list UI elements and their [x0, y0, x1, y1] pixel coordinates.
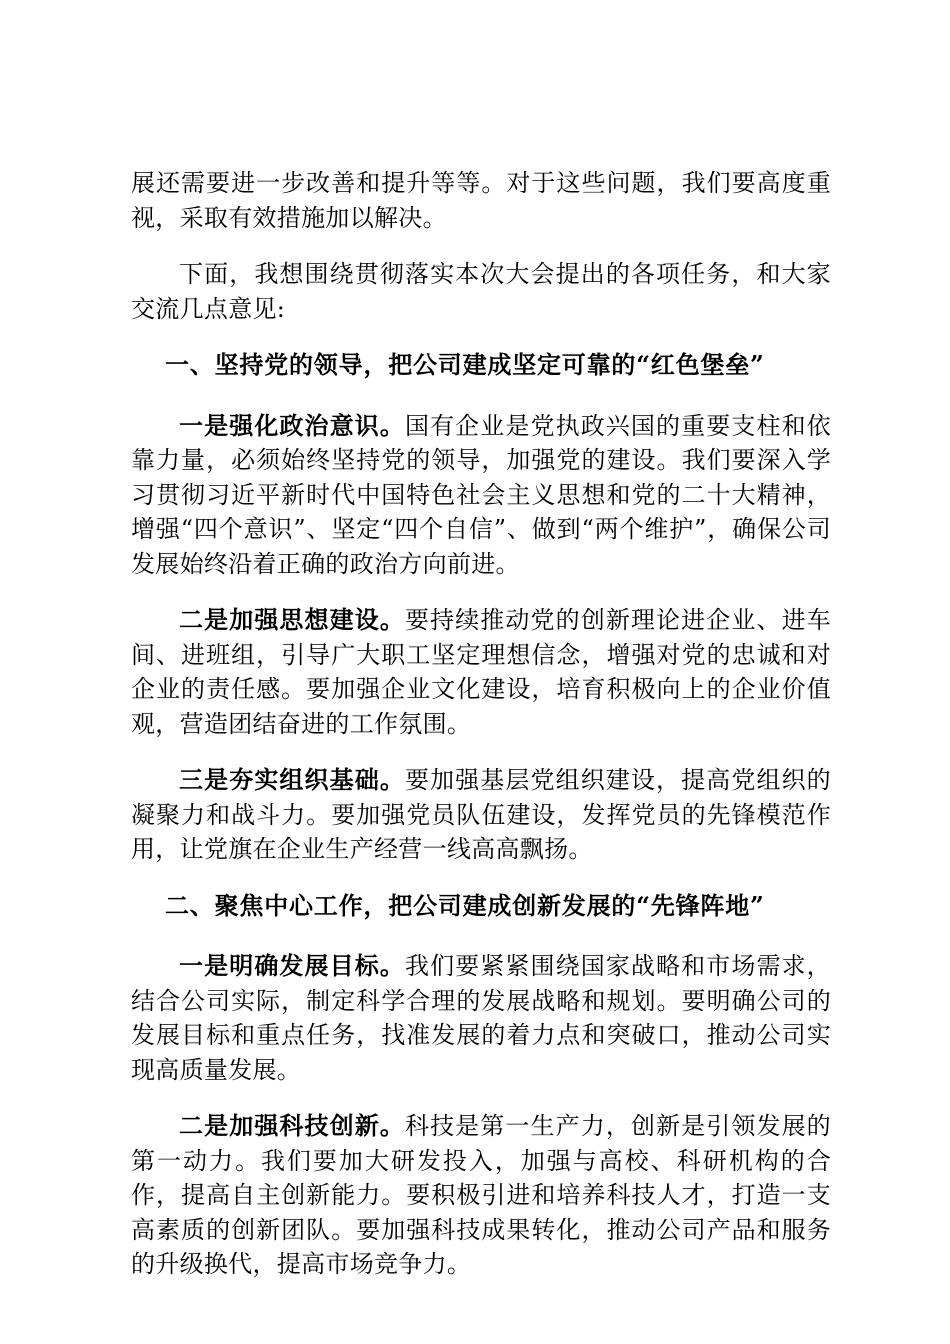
paragraph-text: 下面，我想围绕贯彻落实本次大会提出的各项任务，和大家交流几点意见:: [131, 260, 831, 323]
paragraph-text: 国有企业是党执政兴国的重要支柱和依靠力量，必须始终坚持党的领导，加强党的建设。我们要深入学习贯彻习近平新时代中国特色社会主义思想和党的二十大精神，增强“四个意识”、坚定“四个自信”、做到“两个维护”，确保公司发展始终沿着正确的政治方向前进。: [131, 411, 831, 578]
paragraph-lead: 一是明确发展目标。: [179, 951, 405, 980]
section-heading-2: 二、聚焦中心工作，把公司建成创新发展的“先锋阵地”: [165, 890, 765, 920]
paragraph-lead: 三是夯实组织基础。: [179, 765, 405, 794]
section-heading-1: 一、坚持党的领导，把公司建成坚定可靠的“红色堡垒”: [165, 350, 765, 379]
paragraph-lead: 二是加强科技创新。: [179, 1111, 405, 1140]
paragraph-organization: [131, 763, 831, 867]
paragraph-ideology: [131, 603, 831, 741]
paragraph-goals: [131, 949, 831, 1087]
paragraph-text: 我们要紧紧围绕国家战略和市场需求，结合公司实际，制定科学合理的发展战略和规划。要明确公司的发展目标和重点任务，找准发展的着力点和突破口，推动公司实现高质量发展。: [131, 952, 831, 1084]
paragraph-text: 要加强基层党组织建设，提高党组织的凝聚力和战斗力。要加强党员队伍建设，发挥党员的先锋模范作用，让党旗在企业生产经营一线高高飘扬。: [131, 766, 831, 863]
paragraph-continuation: [131, 166, 831, 235]
paragraph-text: 科技是第一生产力，创新是引领发展的第一动力。我们要加大研发投入，加强与高校、科研机构的合作，提高自主创新能力。要积极引进和培养科技人才，打造一支高素质的创新团队。要加强科技成果转化，推动公司产品和服务的升级换代，提高市场竞争力。: [131, 1112, 831, 1278]
paragraph-intro: [131, 257, 831, 326]
paragraph-political-awareness: [131, 409, 831, 582]
paragraph-text: 要持续推动党的创新理论进企业、进车间、进班组，引导广大职工坚定理想信念，增强对党的忠诚和对企业的责任感。要加强企业文化建设，培育积极向上的企业价值观，营造团结奋进的工作氛围。: [131, 606, 831, 738]
paragraph-lead: 二是加强思想建设。: [179, 605, 405, 634]
paragraph-lead: 一是强化政治意识。: [179, 410, 405, 440]
paragraph-text: 展还需要进一步改善和提升等等。对于这些问题，我们要高度重视，采取有效措施加以解决。: [131, 169, 831, 232]
document-page: [131, 166, 831, 1304]
paragraph-innovation: [131, 1109, 831, 1282]
